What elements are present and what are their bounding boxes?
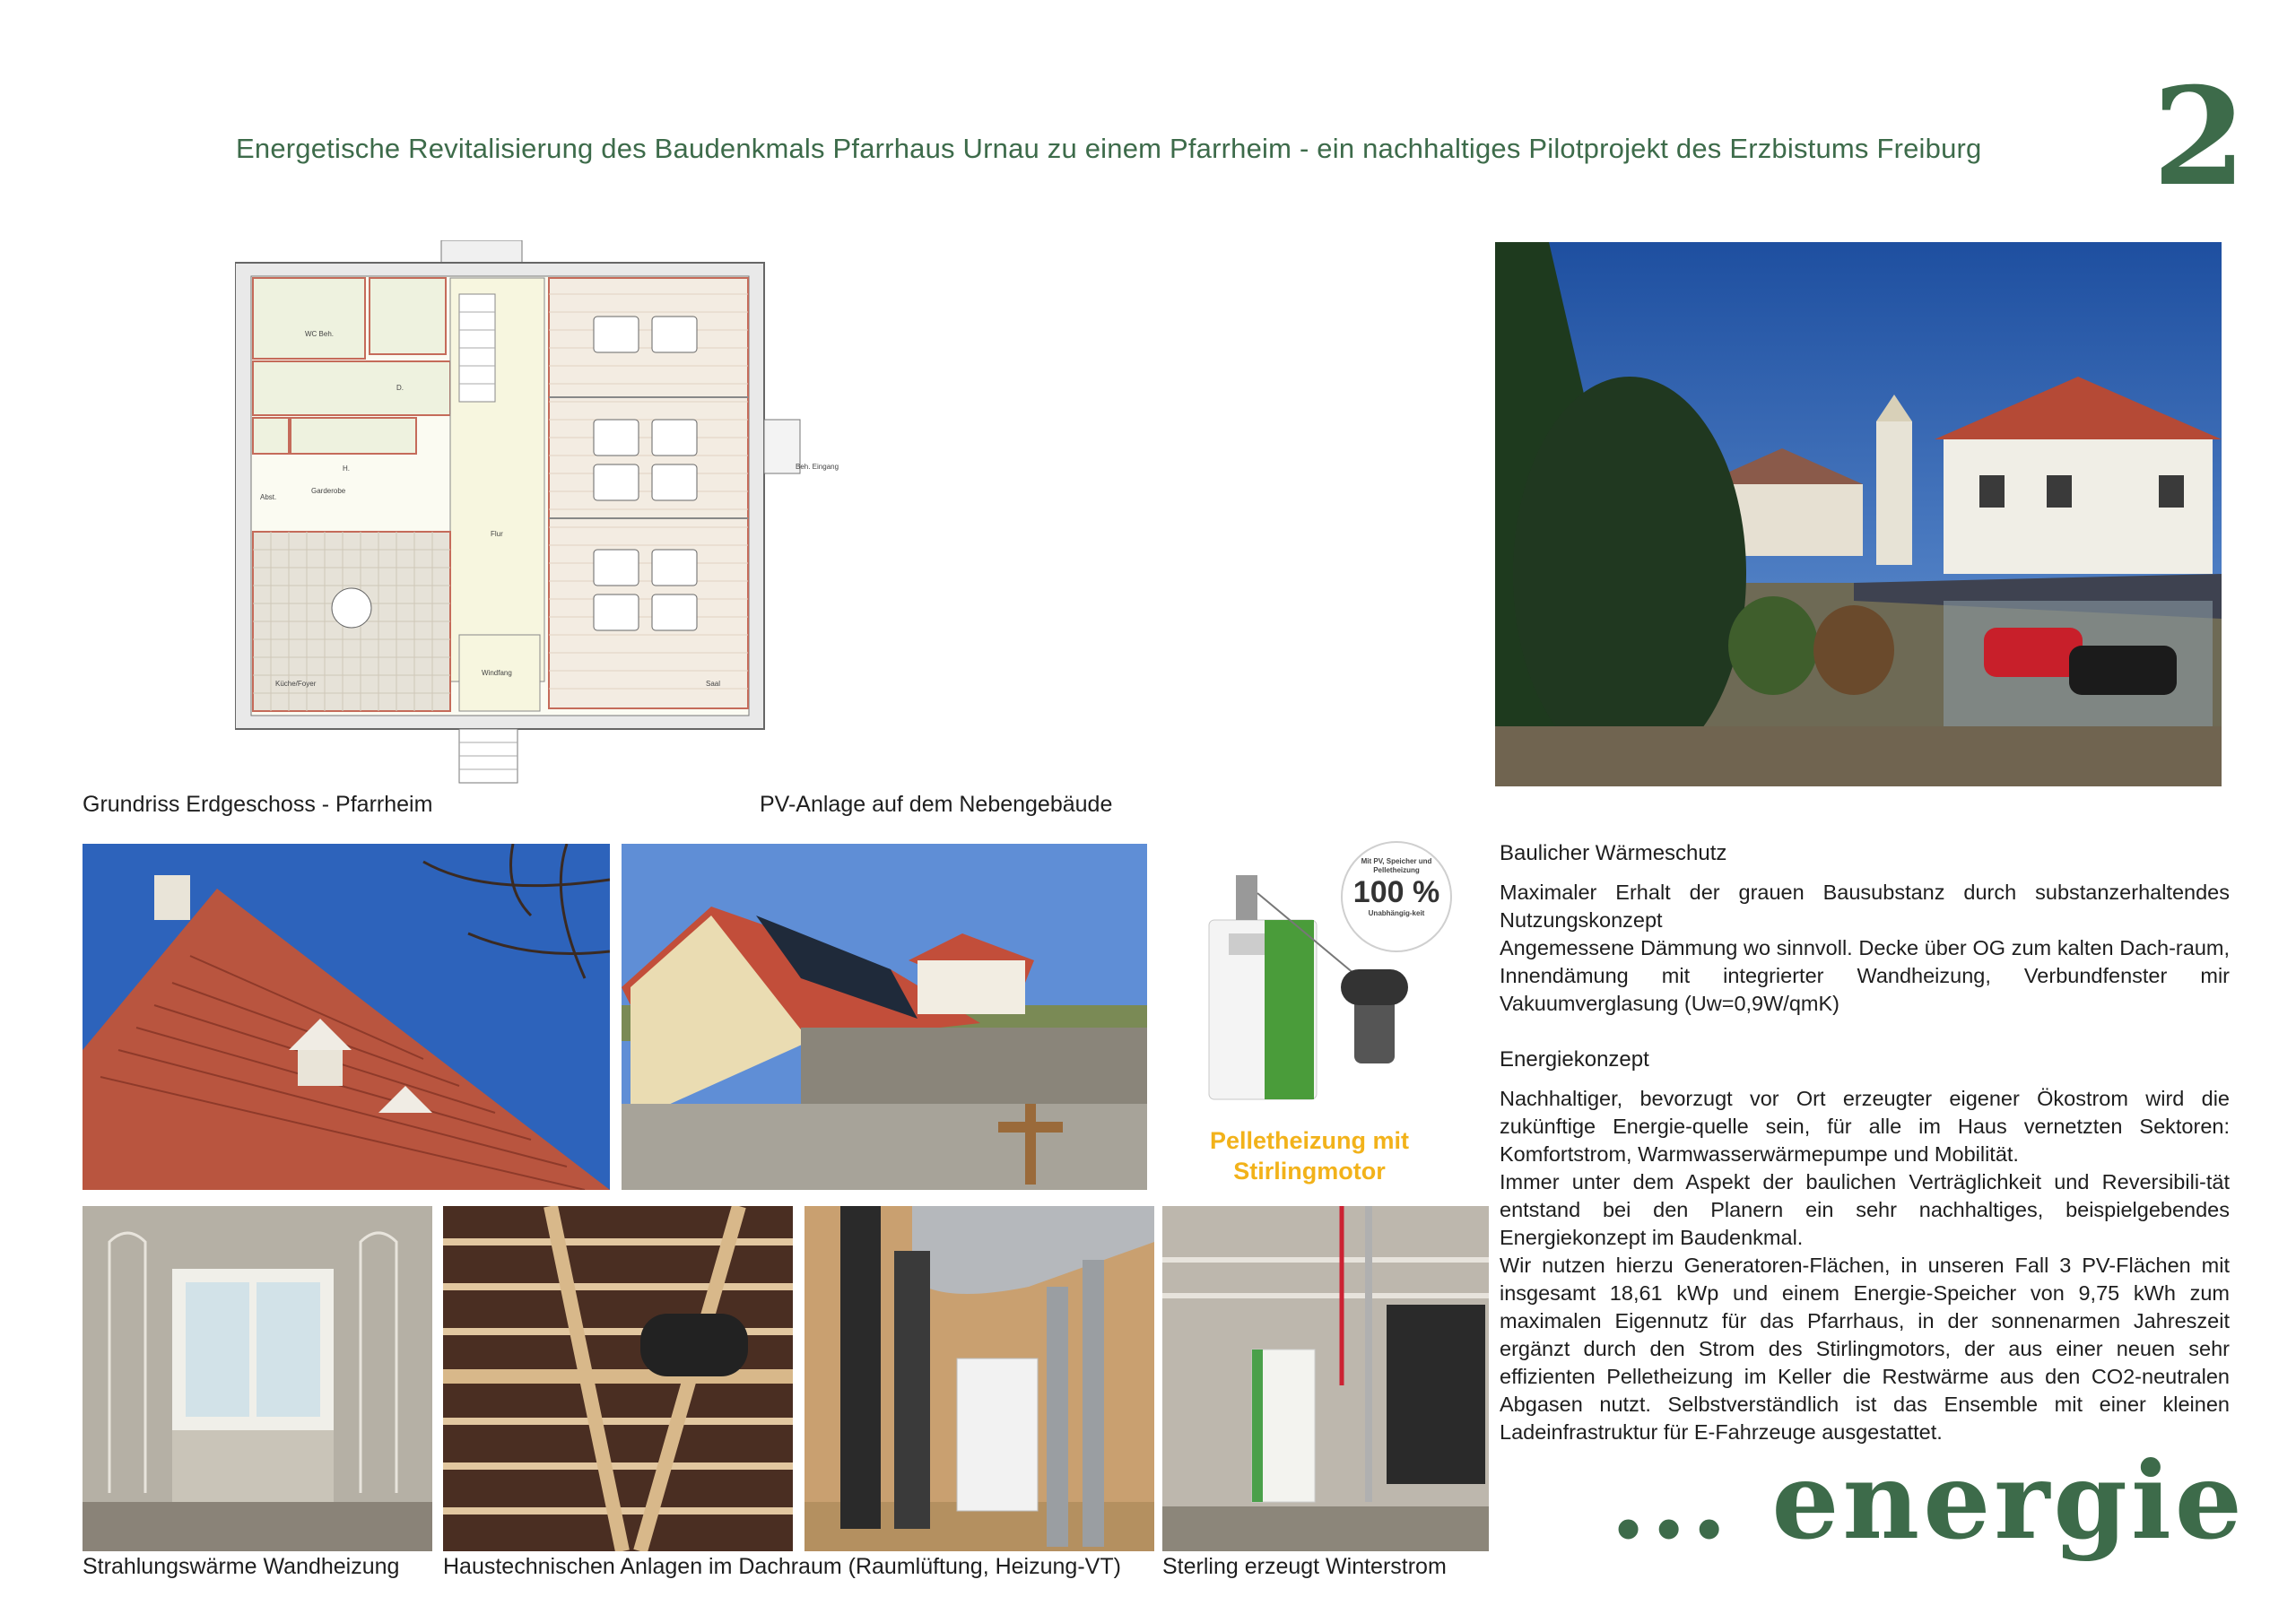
text-energiekonzept: [1500, 1085, 2230, 1446]
heading-energiekonzept: Energiekonzept: [1500, 1047, 1649, 1072]
photo-pv-nebengebaeude: [622, 844, 1147, 1190]
text-energiekonzept-1: Nachhaltiger, bevorzugt vor Ort erzeugter eigener Ökostrom wird die zukünftige Energie-quelle sein, für alle im Haus vernetzten Sektoren: Komfortstrom, Warmwasserwärmepumpe und Mobilität.: [1500, 1087, 2230, 1166]
photo-wandheizung: [83, 1206, 432, 1551]
page-title: Energetische Revitalisierung des Baudenkmals Pfarrhaus Urnau zu einem Pfarrheim - ein nachhaltiges Pilotprojekt des Erzbistums Freiburg: [236, 133, 1982, 164]
caption-dachraum: Haustechnischen Anlagen im Dachraum (Raumlüftung, Heizung-VT): [443, 1554, 1121, 1579]
room-label-windfang: Windfang: [482, 669, 512, 677]
badge-percentage: 100 %: [1352, 875, 1440, 909]
text-waermeschutz-1: Maximaler Erhalt der grauen Bausubstanz durch substanzerhaltendes Nutzungskonzept: [1500, 881, 2230, 932]
pellet-heater-label: Pelletheizung mit Stirlingmotor: [1209, 1127, 1410, 1185]
room-label-h: H.: [343, 464, 350, 473]
caption-grundriss: Grundriss Erdgeschoss - Pfarrheim: [83, 792, 433, 817]
text-waermeschutz-2: Angemessene Dämmung wo sinnvoll. Decke über OG zum kalten Dach-raum, Innendämung mit integrierter Wandheizung, Verbundfenster mir Vakuumverglasung (Uw=0,9W/qmK): [1500, 936, 2230, 1015]
badge-bottom-text: Unabhängig-keit: [1368, 909, 1425, 917]
room-label-saal: Saal: [706, 680, 721, 688]
floor-plan: [235, 240, 863, 792]
room-label-kueche: Küche/Foyer: [275, 680, 317, 688]
room-label-d: D.: [396, 384, 404, 392]
photo-dachraum: [443, 1206, 793, 1551]
room-label-beh-eingang: Beh. Eingang: [796, 463, 839, 471]
page-number: 2: [2152, 58, 2247, 216]
badge-top-text: Mit PV, Speicher und Pelletheizung: [1361, 857, 1432, 874]
room-label-wc: WC Beh.: [305, 330, 335, 338]
heading-waermeschutz: Baulicher Wärmeschutz: [1500, 841, 1727, 865]
room-label-flur: Flur: [491, 530, 503, 538]
room-label-abst: Abst.: [260, 493, 277, 501]
photo-pfarrhaus-carport: [1495, 242, 2222, 786]
room-label-garderobe: Garderobe: [311, 487, 346, 495]
text-energiekonzept-2: Immer unter dem Aspekt der baulichen Verträglichkeit und Reversibili-tät entstand bei den Planern ein sehr nachhaltiges, beispielgebendes Energiekonzept im Baudenkmal.: [1500, 1170, 2230, 1249]
text-energiekonzept-3: Wir nutzen hierzu Generatoren-Flächen, in unseren Fall 3 PV-Flächen mit insgesamt 18,61 kWp und einem Energie-Speicher von 9,75 kWh zum maximalen Eigennutz für das Pfarrhaus, in der sonnenarmen Jahreszeit ergänzt durch den Strom des Stirlingmotors, der aus einer neuen sehr effizienten Pelletheizung im Keller die Restwärme aus den CO2-neutralen Abgasen nutzt. Selbstverständlich ist das Ensemble mit einer kleinen Ladeinfrastruktur für E-Fahrzeuge ausgestattet.: [1500, 1254, 2230, 1444]
slogan-energie: ... energie: [1610, 1438, 2246, 1563]
autarky-badge: [1341, 841, 1452, 952]
photo-heizungskeller: [1162, 1206, 1489, 1551]
caption-wandheizung: Strahlungswärme Wandheizung: [83, 1554, 400, 1579]
caption-pv: PV-Anlage auf dem Nebengebäude: [760, 792, 1113, 817]
floor-plan-drawing: [235, 240, 863, 792]
caption-sterling: Sterling erzeugt Winterstrom: [1162, 1554, 1447, 1579]
photo-roof-dormers: [83, 844, 610, 1190]
photo-lueftung: [804, 1206, 1154, 1551]
text-waermeschutz: [1500, 879, 2230, 1018]
